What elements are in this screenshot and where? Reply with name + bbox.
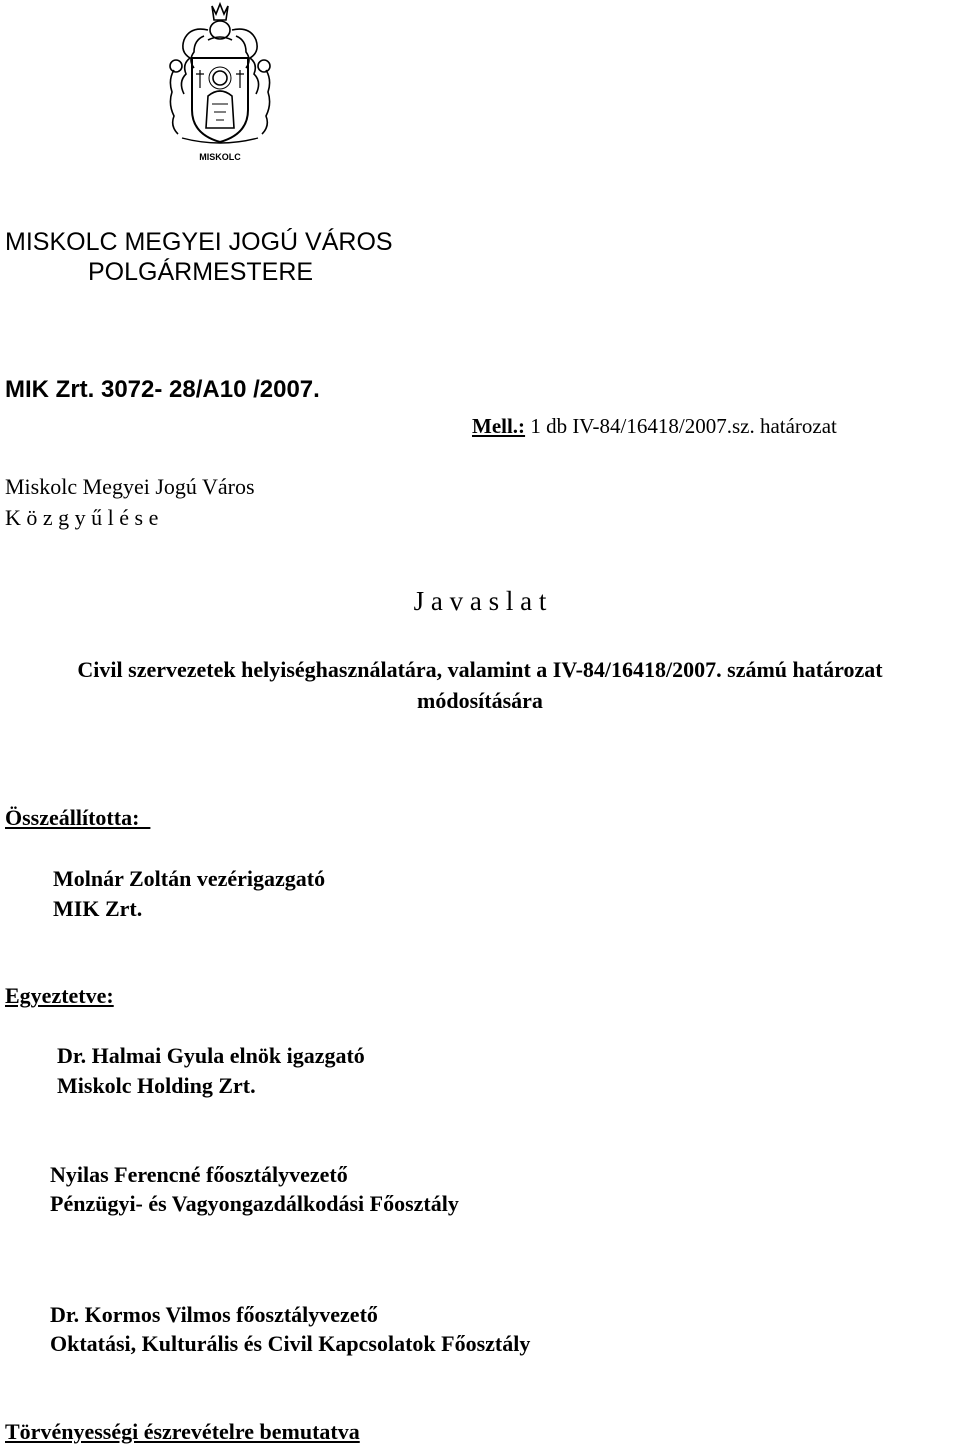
attachment-label: Mell.: (472, 414, 526, 438)
agreed-person-org: Oktatási, Kulturális és Civil Kapcsolatok Főosztály (50, 1331, 531, 1356)
attachment-text: 1 db IV-84/16418/2007.sz. határozat (525, 414, 837, 438)
addressee-line1: Miskolc Megyei Jogú Város (5, 474, 255, 499)
compiled-by-label: Összeállította: (5, 805, 151, 830)
office-name-line2: POLGÁRMESTERE (88, 258, 314, 286)
agreed-with-label: Egyeztetve: (5, 983, 114, 1008)
subject-line2: módosítására (417, 688, 543, 713)
agreed-person-name: Dr. Halmai Gyula elnök igazgató (57, 1043, 365, 1068)
document-title: J a v a s l a t (413, 586, 547, 616)
attachment-note (472, 414, 837, 439)
compiled-by-name: Molnár Zoltán vezérigazgató (53, 866, 326, 891)
agreed-person-name: Dr. Kormos Vilmos főosztályvezető (50, 1302, 378, 1327)
addressee-line2: K ö z g y ű l é s e (5, 505, 159, 530)
office-name-line1: MISKOLC MEGYEI JOGÚ VÁROS (5, 228, 393, 256)
reference-number: MIK Zrt. 3072- 28/A10 /2007. (5, 376, 320, 403)
subject-line1: Civil szervezetek helyiséghasználatára, valamint a IV-84/16418/2007. számú határozat (77, 657, 883, 682)
agreed-person-name: Nyilas Ferencné főosztályvezető (50, 1162, 348, 1187)
agreed-person-org: Pénzügyi- és Vagyongazdálkodási Főosztály (50, 1191, 459, 1216)
legal-review-label: Törvényességi észrevételre bemutatva (5, 1419, 360, 1444)
miskolc-coat-of-arms-icon (160, 0, 280, 164)
compiled-by-org: MIK Zrt. (53, 896, 143, 921)
agreed-person-org: Miskolc Holding Zrt. (57, 1073, 256, 1098)
crest-caption: MISKOLC (199, 152, 241, 162)
